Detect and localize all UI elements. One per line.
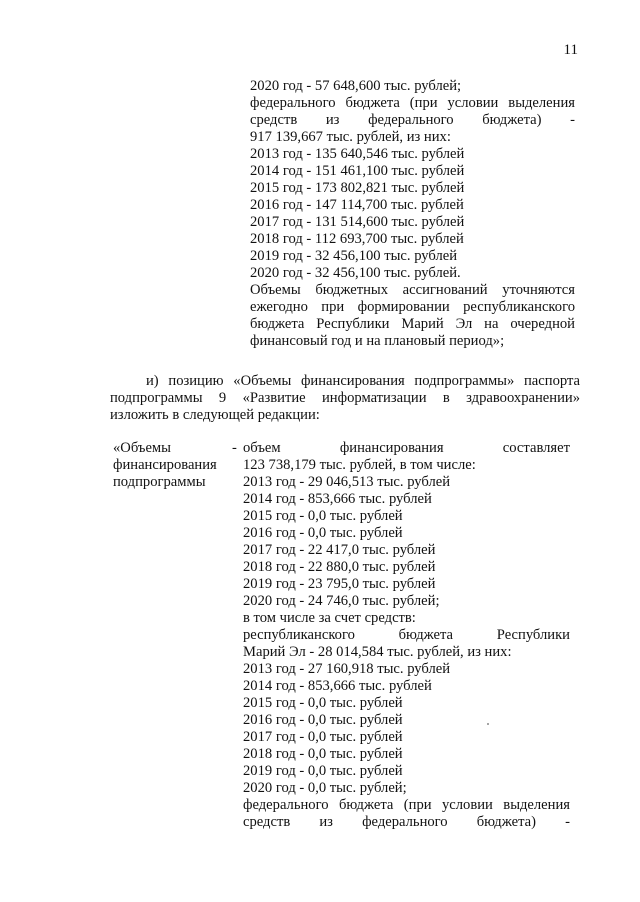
text-line: Объемы бюджетных ассигнований уточняются: [250, 282, 575, 298]
text-line: 2017 год - 131 514,600 тыс. рублей: [250, 214, 465, 230]
value-line: 2020 год - 24 746,0 тыс. рублей;: [243, 593, 440, 609]
amendment-paragraph: [110, 373, 580, 424]
text-line: и) позицию «Объемы финансирования подпрограммы» паспорта: [146, 373, 580, 389]
value-line: в том числе за счет средств:: [243, 610, 416, 626]
value-line: 2015 год - 0,0 тыс. рублей: [243, 695, 403, 711]
text-line: 917 139,667 тыс. рублей, из них:: [250, 129, 451, 145]
text-line: 2019 год - 32 456,100 тыс. рублей: [250, 248, 458, 264]
value-line: объем финансирования составляет: [243, 440, 570, 456]
value-line: 2015 год - 0,0 тыс. рублей: [243, 508, 403, 524]
value-line: 2020 год - 0,0 тыс. рублей;: [243, 780, 407, 796]
value-line: Марий Эл - 28 014,584 тыс. рублей, из них:: [243, 644, 512, 660]
text-line: федерального бюджета (при условии выделения: [250, 95, 575, 111]
text-line: 2015 год - 173 802,821 тыс. рублей: [250, 180, 465, 196]
text-line: средств из федерального бюджета) -: [250, 112, 575, 128]
value-line: 123 738,179 тыс. рублей, в том числе:: [243, 457, 476, 473]
text-line: изложить в следующей редакции:: [110, 407, 320, 423]
text-line: финансовый год и на плановый период»;: [250, 333, 505, 349]
text-line: 2013 год - 135 640,546 тыс. рублей: [250, 146, 465, 162]
scan-speck: [487, 723, 489, 725]
funding-continuation-block: [250, 78, 575, 350]
text-line: 2014 год - 151 461,100 тыс. рублей: [250, 163, 465, 179]
value-line: 2013 год - 29 046,513 тыс. рублей: [243, 474, 451, 490]
text-line: ежегодно при формировании республиканского: [250, 299, 575, 315]
label-line: «Объемы: [113, 440, 171, 456]
text-line: 2018 год - 112 693,700 тыс. рублей: [250, 231, 464, 247]
value-line: 2018 год - 22 880,0 тыс. рублей: [243, 559, 436, 575]
value-line: 2013 год - 27 160,918 тыс. рублей: [243, 661, 451, 677]
value-line: 2019 год - 0,0 тыс. рублей: [243, 763, 403, 779]
text-line: 2016 год - 147 114,700 тыс. рублей: [250, 197, 464, 213]
value-line: федерального бюджета (при условии выделения: [243, 797, 570, 813]
page-number: 11: [563, 42, 578, 58]
label-dash: -: [232, 440, 237, 456]
text-line: 2020 год - 57 648,600 тыс. рублей;: [250, 78, 462, 94]
text-line: бюджета Республики Марий Эл на очередной: [250, 316, 575, 332]
label-line: финансирования: [113, 457, 217, 473]
value-line: 2016 год - 0,0 тыс. рублей: [243, 712, 403, 728]
value-line: 2017 год - 0,0 тыс. рублей: [243, 729, 403, 745]
value-line: 2017 год - 22 417,0 тыс. рублей: [243, 542, 436, 558]
value-line: республиканского бюджета Республики: [243, 627, 570, 643]
value-line: 2014 год - 853,666 тыс. рублей: [243, 491, 432, 507]
value-line: 2014 год - 853,666 тыс. рублей: [243, 678, 432, 694]
label-line: подпрограммы: [113, 474, 206, 490]
position-value-column: [243, 440, 570, 831]
value-line: 2019 год - 23 795,0 тыс. рублей: [243, 576, 436, 592]
value-line: 2018 год - 0,0 тыс. рублей: [243, 746, 403, 762]
value-line: средств из федерального бюджета) -: [243, 814, 570, 830]
position-label-column: [113, 440, 233, 491]
text-line: 2020 год - 32 456,100 тыс. рублей.: [250, 265, 461, 281]
text-line: подпрограммы 9 «Развитие информатизации в здравоохранении»: [110, 390, 580, 406]
value-line: 2016 год - 0,0 тыс. рублей: [243, 525, 403, 541]
